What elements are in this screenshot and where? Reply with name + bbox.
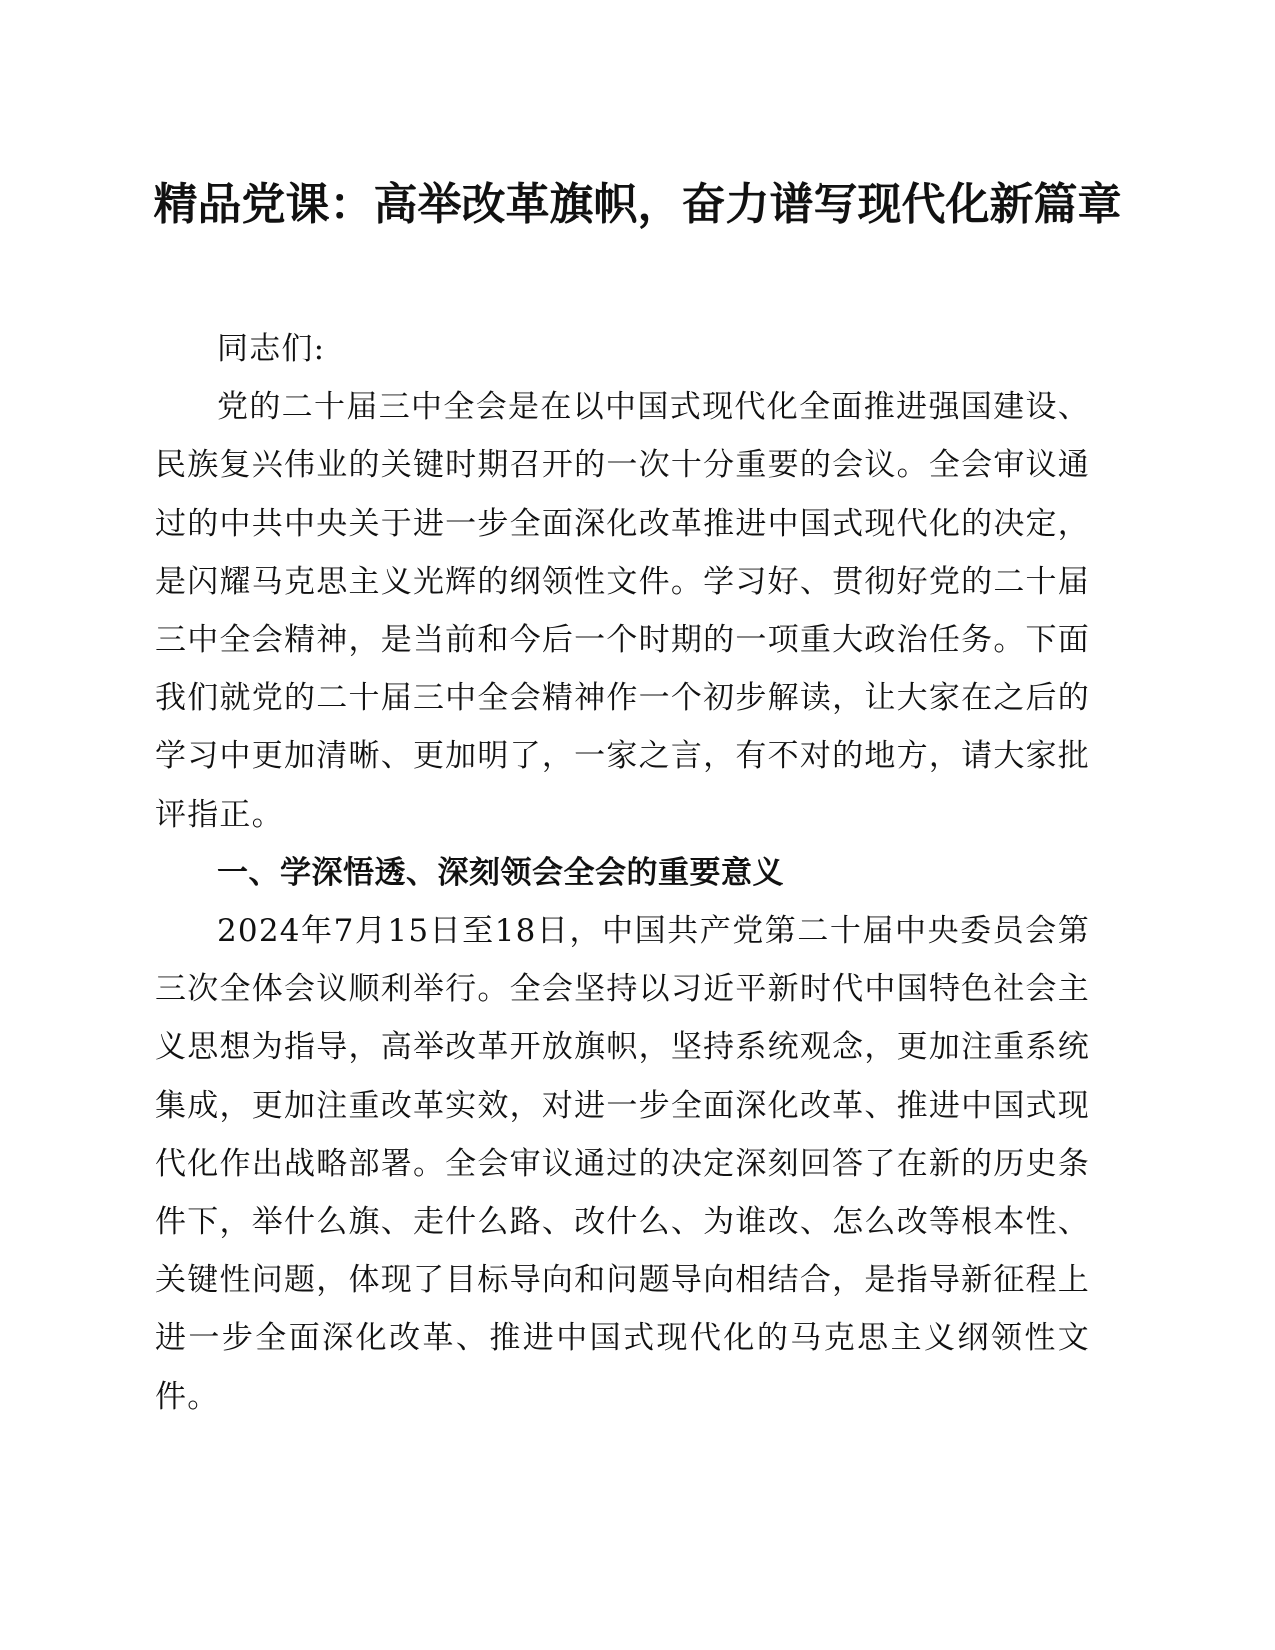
intro-paragraph: 党的二十届三中全会是在以中国式现代化全面推进强国建设、民族复兴伟业的关键时期召开的一次十分重要的会议。全会审议通过的中共中央关于进一步全面深化改革推进中国式现代化的决定，是闪耀马克思主义光辉的纲领性文件。学习好、贯彻好党的二十届三中全会精神，是当前和今后一个时期的一项重大政治任务。下面我们就党的二十届三中全会精神作一个初步解读，让大家在之后的学习中更加清晰、更加明了，一家之言，有不对的地方，请大家批评指正。 (155, 389, 1090, 833)
document-title: 精品党课：高举改革旗帜，奋力谱写现代化新篇章 (153, 179, 1122, 230)
section-paragraph: 2024年7月15日至18日，中国共产党第二十届中央委员会第三次全体会议顺利举行。全会坚持以习近平新时代中国特色社会主义思想为指导，高举改革开放旗帜，坚持系统观念，更加注重系统集成，更加注重改革实效，对进一步全面深化改革、推进中国式现代化作出战略部署。全会审议通过的决定深刻回答了在新的历史条件下，举什么旗、走什么路、改什么、为谁改、怎么改等根本性、关键性问题，体现了目标导向和问题导向相结合，是指导新征程上进一步全面深化改革、推进中国式现代化的马克思主义纲领性文件。 (155, 913, 1090, 1415)
document-body (155, 320, 1090, 1426)
section-heading: 一、学深悟透、深刻领会全会的重要意义 (217, 854, 784, 891)
salutation: 同志们: (217, 331, 326, 367)
